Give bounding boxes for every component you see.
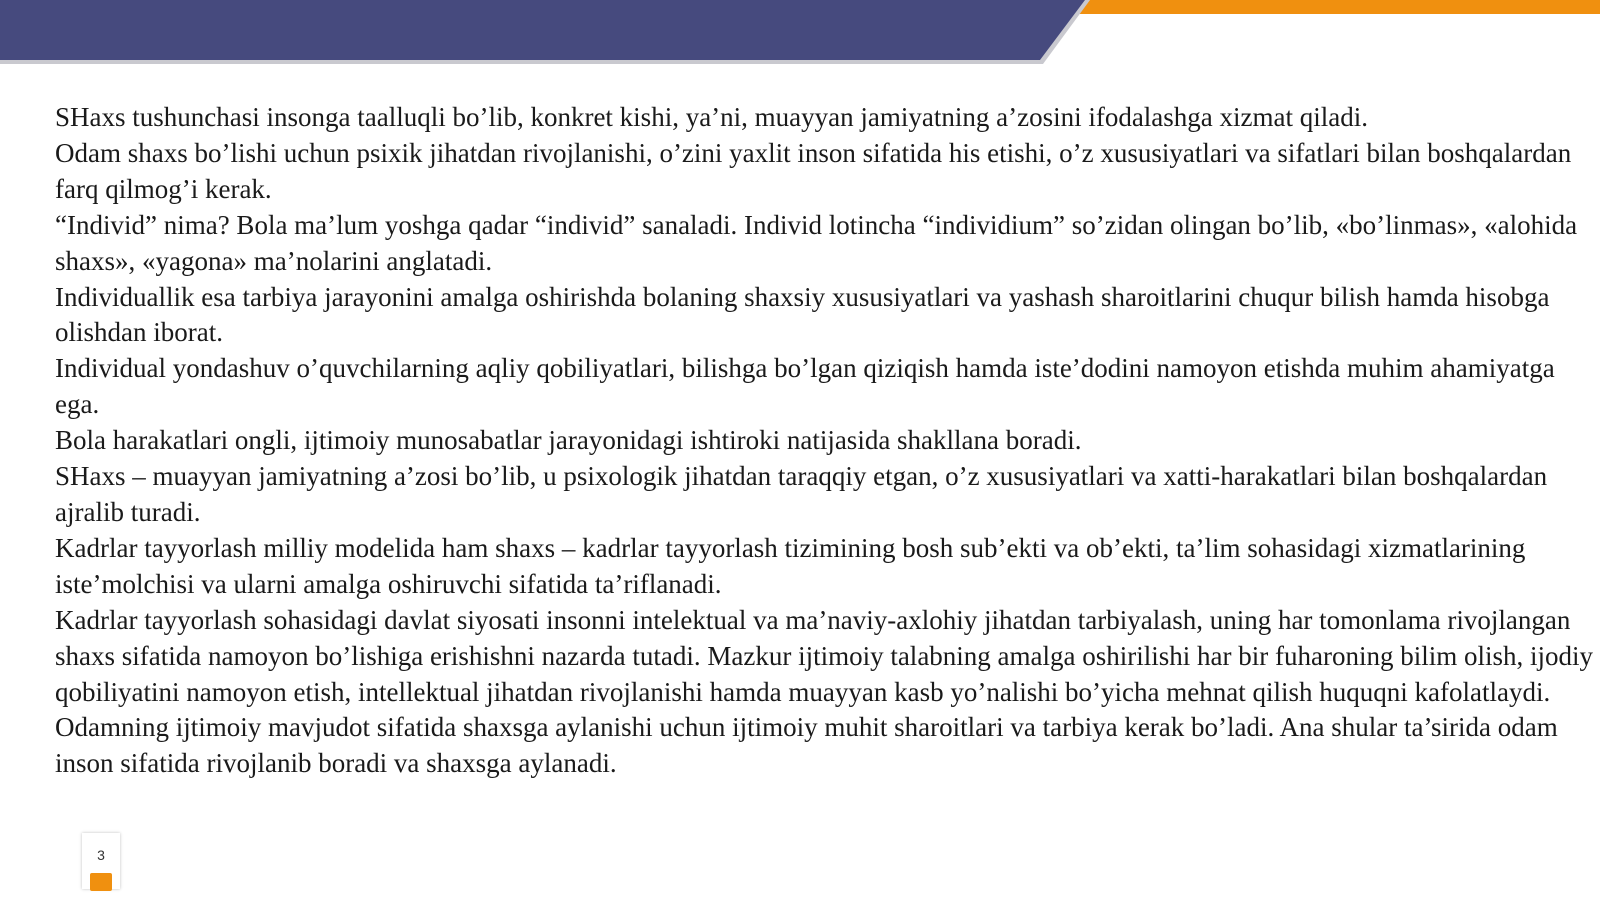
paragraph-shaxs-development: Odam shaxs bo’lishi uchun psixik jihatdan rivojlanishi, o’zini yaxlit inson sifatida his etishi, o’z xususiyatlari va sifatlari bilan boshqalardan farq qilmog’i kerak. bbox=[55, 137, 1572, 204]
paragraph-individ: “Individ” nima? Bola ma’lum yoshga qadar “individ” sanaladi. Individ lotincha “individium” so’zidan olingan bo’lib, «bo’linmas», «alohida shaxs», «yagona» ma’nolarini anglatadi. bbox=[55, 209, 1578, 276]
paragraph-social-being: Odamning ijtimoiy mavjudot sifatida shaxsga aylanishi uchun ijtimoiy muhit sharoitlari va tarbiya kerak bo’ladi. Ana shular ta’sirida odam inson sifatida rivojlanib boradi va shaxsga aylanadi. bbox=[55, 712, 1558, 779]
paragraph-shaxs-definition: SHaxs tushunchasi insonga taalluqli bo’lib, konkret kishi, ya’ni, muayyan jamiyatning a’zosini ifodalashga xizmat qiladi. bbox=[55, 102, 1368, 132]
header-orange-stripe bbox=[1060, 0, 1600, 14]
header-banner bbox=[0, 0, 1600, 70]
paragraph-national-model: Kadrlar tayyorlash milliy modelida ham shaxs – kadrlar tayyorlash tizimining bosh sub’ekti va ob’ekti, ta’lim sohasidagi xizmatlarining iste’molchisi va ularni amalga oshiruvchi sifatida ta’riflanadi. bbox=[55, 532, 1526, 599]
paragraph-shaxs-member: SHaxs – muayyan jamiyatning a’zosi bo’lib, u psixologik jihatdan taraqqiy etgan, o’z xususiyatlari va xatti-harakatlari bilan boshqalardan ajralib turadi. bbox=[55, 461, 1548, 527]
slide-number-marker bbox=[90, 873, 112, 891]
slide-number: 3 bbox=[97, 847, 105, 863]
slide-body-text bbox=[55, 100, 1595, 782]
paragraph-individual-approach: Individual yondashuv o’quvchilarning aqliy qobiliyatlari, bilishga bo’lgan qiziqish hamda iste’dodini namoyon etishda muhim ahamiyatga ega. bbox=[55, 353, 1555, 420]
paragraph-state-policy: Kadrlar tayyorlash sohasidagi davlat siyosati insonni intelektual va ma’naviy-axlohiy jihatdan tarbiyalash, uning har tomonlama rivojlangan shaxs sifatida namoyon bo’lishiga erishishni nazarda tutadi. Mazkur ijtimoiy talabning amalga oshirilishi har bir fuharoning bilim olish, ijodiy qobiliyatini namoyon etish, intellektual jihatdan rivojlanishi hamda muayyan kasb yo’nalishi bo’yicha mehnat qilish huquqni kafolatlaydi. bbox=[55, 604, 1593, 707]
paragraph-child-actions: Bola harakatlari ongli, ijtimoiy munosabatlar jarayonidagi ishtiroki natijasida shakllana boradi. bbox=[55, 425, 1082, 456]
header-navy-band bbox=[0, 0, 1085, 60]
slide-number-badge bbox=[82, 833, 120, 889]
paragraph-individuallik: Individuallik esa tarbiya jarayonini amalga oshirishda bolaning shaxsiy xususiyatlari va yashash sharoitlarini chuqur bilish hamda hisobga olishdan iborat. bbox=[55, 281, 1550, 348]
